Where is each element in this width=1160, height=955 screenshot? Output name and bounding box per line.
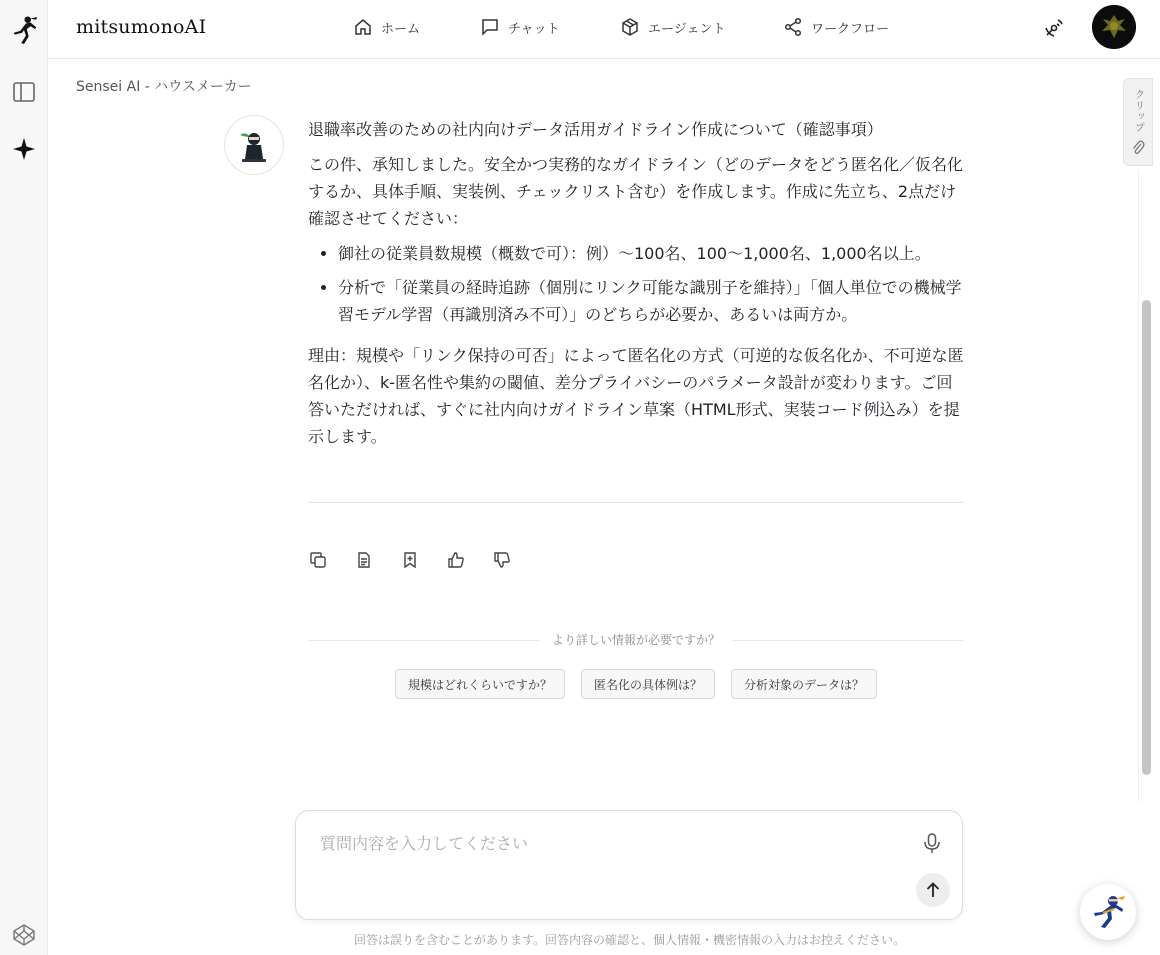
document-icon[interactable]: [354, 550, 374, 570]
message-actions: [308, 550, 512, 570]
message-bullet: • 分析で「従業員の経時追跡（個別にリンク可能な識別子を維持）」「個人単位での機械学習モデル学習（再識別済み不可）」のどちらが必要か、あるいは両方か。: [338, 274, 964, 328]
scrollbar-thumb[interactable]: [1142, 300, 1151, 775]
message-bullet: • 御社の従業員数規模（概数で可）：例）〜100名、100〜1,000名、1,000名以上。: [338, 240, 964, 267]
microphone-icon[interactable]: [920, 831, 944, 855]
disclaimer: 回答は誤りを含むことがあります。回答内容の確認と、個人情報・機密情報の入力はお控えください。: [354, 933, 906, 947]
assistant-fab[interactable]: [1080, 884, 1136, 940]
bookmark-add-icon[interactable]: [400, 550, 420, 570]
arrow-up-icon: [924, 881, 942, 899]
paperclip-icon: [1131, 139, 1145, 155]
top-header: [48, 0, 1160, 59]
copy-icon[interactable]: [308, 550, 328, 570]
nav-workflow-label: ワークフロー: [811, 21, 890, 37]
suggestion-chip[interactable]: 匿名化の具体例は？: [581, 669, 715, 699]
suggestions-heading: より詳しい情報が必要ですか？: [540, 631, 732, 648]
thumbs-up-icon[interactable]: [446, 550, 466, 570]
suggestion-chip[interactable]: 規模はどれくらいですか？: [395, 669, 565, 699]
sidebar: [0, 0, 48, 955]
nav-chat[interactable]: [480, 0, 560, 54]
user-avatar[interactable]: [1092, 5, 1136, 49]
chat-input[interactable]: [320, 829, 900, 857]
suggestion-chip[interactable]: 分析対象のデータは？: [731, 669, 877, 699]
clip-tab-label: クリップ: [1132, 89, 1144, 133]
nav-home[interactable]: [353, 0, 420, 54]
home-icon: [353, 17, 373, 37]
ninja-runner-icon: [1088, 892, 1128, 932]
ninja-icon: [236, 125, 272, 165]
chat-input-box: [295, 810, 963, 920]
nav-agent-label: エージェント: [648, 21, 726, 37]
send-button[interactable]: [916, 873, 950, 907]
nav-agent[interactable]: [620, 0, 725, 54]
message-intro: この件、承知しました。安全かつ実務的なガイドライン（どのデータをどう匿名化／仮名化するか、具体手順、実装例、チェックリスト含む）を作成します。作成に先立ち、2点だけ確認させてください：: [308, 155, 964, 228]
chat-icon: [480, 17, 500, 37]
runner-logo-icon[interactable]: [10, 16, 38, 44]
message-title: 退職率改善のための社内向けデータ活用ガイドライン作成について（確認事項）: [308, 120, 883, 139]
assistant-avatar: [224, 115, 284, 175]
thumbs-down-icon[interactable]: [492, 550, 512, 570]
nav-chat-label: チャット: [508, 21, 560, 37]
brand-name[interactable]: mitsumonoAI: [76, 16, 207, 38]
assistant-message: [308, 116, 964, 458]
message-divider: [308, 502, 964, 503]
cube-icon: [620, 17, 640, 37]
suggestion-chips: [395, 669, 877, 699]
sparkle-icon[interactable]: [10, 135, 38, 163]
broadcast-icon[interactable]: [1042, 14, 1068, 40]
share-icon: [783, 17, 803, 37]
message-reason: 理由：規模や「リンク保持の可否」によって匿名化の方式（可逆的な仮名化か、不可逆な匿名化か）、k-匿名性や集約の閾値、差分プライバシーのパラメータ設計が変わります。ご回答いただければ、すぐに社内向けガイドライン草案（HTML形式、実装コード例込み）を提示します。: [308, 346, 964, 446]
sidebar-toggle-icon[interactable]: [10, 78, 38, 106]
breadcrumb[interactable]: Sensei AI - ハウスメーカー: [76, 79, 252, 95]
clip-panel-tab[interactable]: [1123, 78, 1153, 166]
nav-workflow[interactable]: [783, 0, 889, 54]
message-bullets: [338, 240, 964, 328]
codepen-icon[interactable]: [10, 921, 38, 949]
nav-home-label: ホーム: [381, 21, 421, 37]
